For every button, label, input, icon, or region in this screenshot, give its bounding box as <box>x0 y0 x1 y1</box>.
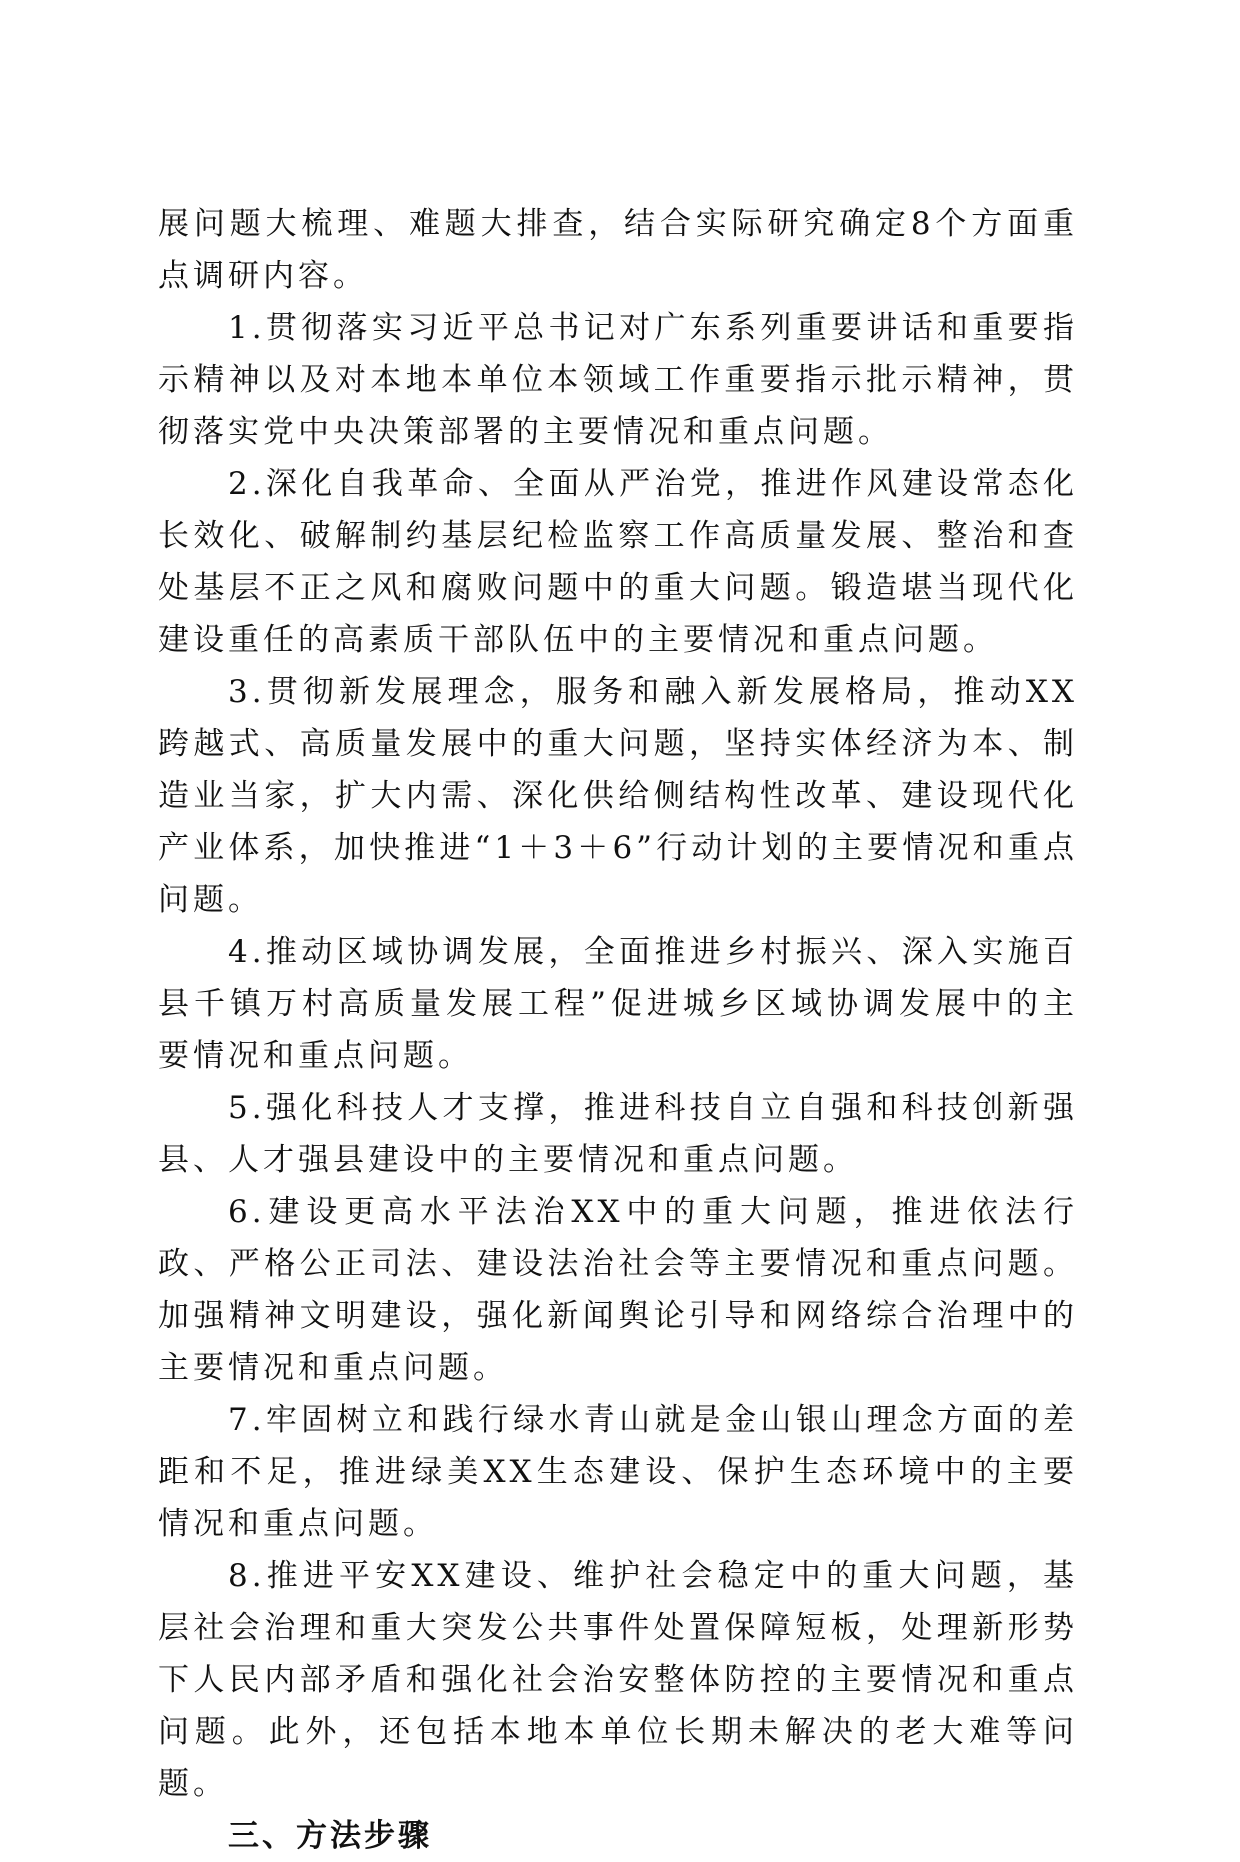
item-3-paragraph: 3.贯彻新发展理念，服务和融入新发展格局，推动XX跨越式、高质量发展中的重大问题，坚持实体经济为本、制造业当家，扩大内需、深化供给侧结构性改革、建设现代化产业体系，加快推进“1＋3＋6”行动计划的主要情况和重点问题。 <box>158 674 1078 918</box>
item-7-paragraph: 7.牢固树立和践行绿水青山就是金山银山理念方面的差距和不足，推进绿美XX生态建设、保护生态环境中的主要情况和重点问题。 <box>158 1402 1078 1542</box>
intro-paragraph: 展问题大梳理、难题大排查，结合实际研究确定8个方面重点调研内容。 <box>158 206 1078 294</box>
section-heading: 三、方法步骤 <box>228 1818 432 1854</box>
item-2-paragraph: 2.深化自我革命、全面从严治党，推进作风建设常态化长效化、破解制约基层纪检监察工作高质量发展、整治和查处基层不正之风和腐败问题中的重大问题。锻造堪当现代化建设重任的高素质干部队伍中的主要情况和重点问题。 <box>158 466 1078 658</box>
item-5-paragraph: 5.强化科技人才支撑，推进科技自立自强和科技创新强县、人才强县建设中的主要情况和重点问题。 <box>158 1090 1078 1178</box>
item-4-paragraph: 4.推动区域协调发展，全面推进乡村振兴、深入实施百县千镇万村高质量发展工程”促进城乡区域协调发展中的主要情况和重点问题。 <box>158 934 1078 1074</box>
document-page <box>158 198 1078 1862</box>
item-8-paragraph: 8.推进平安XX建设、维护社会稳定中的重大问题，基层社会治理和重大突发公共事件处置保障短板，处理新形势下人民内部矛盾和强化社会治安整体防控的主要情况和重点问题。此外，还包括本地本单位长期未解决的老大难等问题。 <box>158 1558 1078 1802</box>
item-6-paragraph: 6.建设更高水平法治XX中的重大问题，推进依法行政、严格公正司法、建设法治社会等主要情况和重点问题。加强精神文明建设，强化新闻舆论引导和网络综合治理中的主要情况和重点问题。 <box>158 1194 1078 1386</box>
item-1-paragraph: 1.贯彻落实习近平总书记对广东系列重要讲话和重要指示精神以及对本地本单位本领域工作重要指示批示精神，贯彻落实党中央决策部署的主要情况和重点问题。 <box>158 310 1078 450</box>
